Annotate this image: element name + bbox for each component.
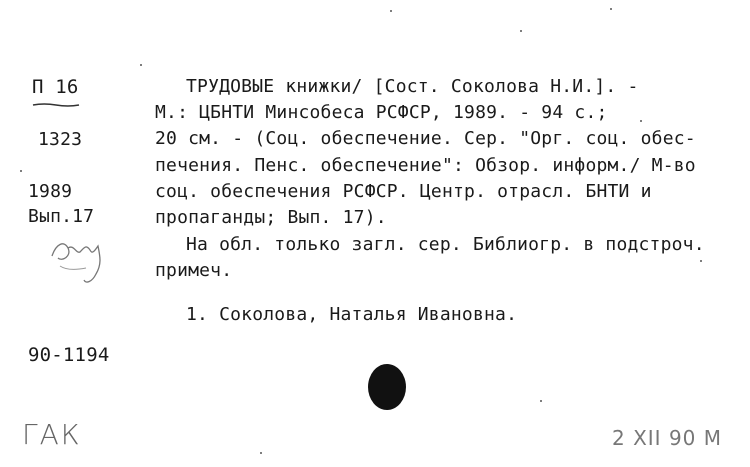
- scan-speck: [700, 260, 702, 262]
- handwritten-signature: [46, 226, 126, 288]
- stamp-bottom-left: ГАК: [22, 418, 82, 451]
- punch-hole: [368, 364, 406, 410]
- card-number: 1323: [38, 129, 83, 150]
- entry-line-4: печения. Пенс. обеспечение": Обзор. информ./ М-во: [155, 155, 696, 176]
- scan-speck: [260, 452, 262, 454]
- index-underline: [32, 102, 80, 108]
- entry-line-3: 20 см. - (Соц. обеспечение. Сер. "Орг. соц. обес-: [155, 128, 696, 149]
- entry-line-1: ТРУДОВЫЕ книжки/ [Сост. Соколова Н.И.]. -: [186, 76, 639, 97]
- note-line-2: примеч.: [155, 260, 233, 281]
- scan-speck: [640, 120, 642, 122]
- scan-speck: [520, 30, 522, 32]
- scan-speck: [610, 8, 612, 10]
- entry-line-2: М.: ЦБНТИ Минсобеса РСФСР, 1989. - 94 с.;: [155, 102, 608, 123]
- accession-number: 90-1194: [28, 344, 110, 366]
- tracing: 1. Соколова, Наталья Ивановна.: [186, 304, 518, 325]
- scan-speck: [540, 400, 542, 402]
- issue-number: Вып.17: [28, 206, 95, 227]
- index-code: П 16: [32, 76, 79, 98]
- note-line-1: На обл. только загл. сер. Библиогр. в подстроч.: [186, 234, 705, 255]
- stamp-bottom-right: 2 XII 90 М: [612, 426, 722, 450]
- scan-speck: [20, 170, 22, 172]
- entry-line-5: соц. обеспечения РСФСР. Центр. отрасл. БНТИ и: [155, 181, 652, 202]
- scan-speck: [390, 10, 392, 12]
- year: 1989: [28, 181, 73, 202]
- scan-speck: [140, 64, 142, 66]
- entry-line-6: пропаганды; Вып. 17).: [155, 207, 387, 228]
